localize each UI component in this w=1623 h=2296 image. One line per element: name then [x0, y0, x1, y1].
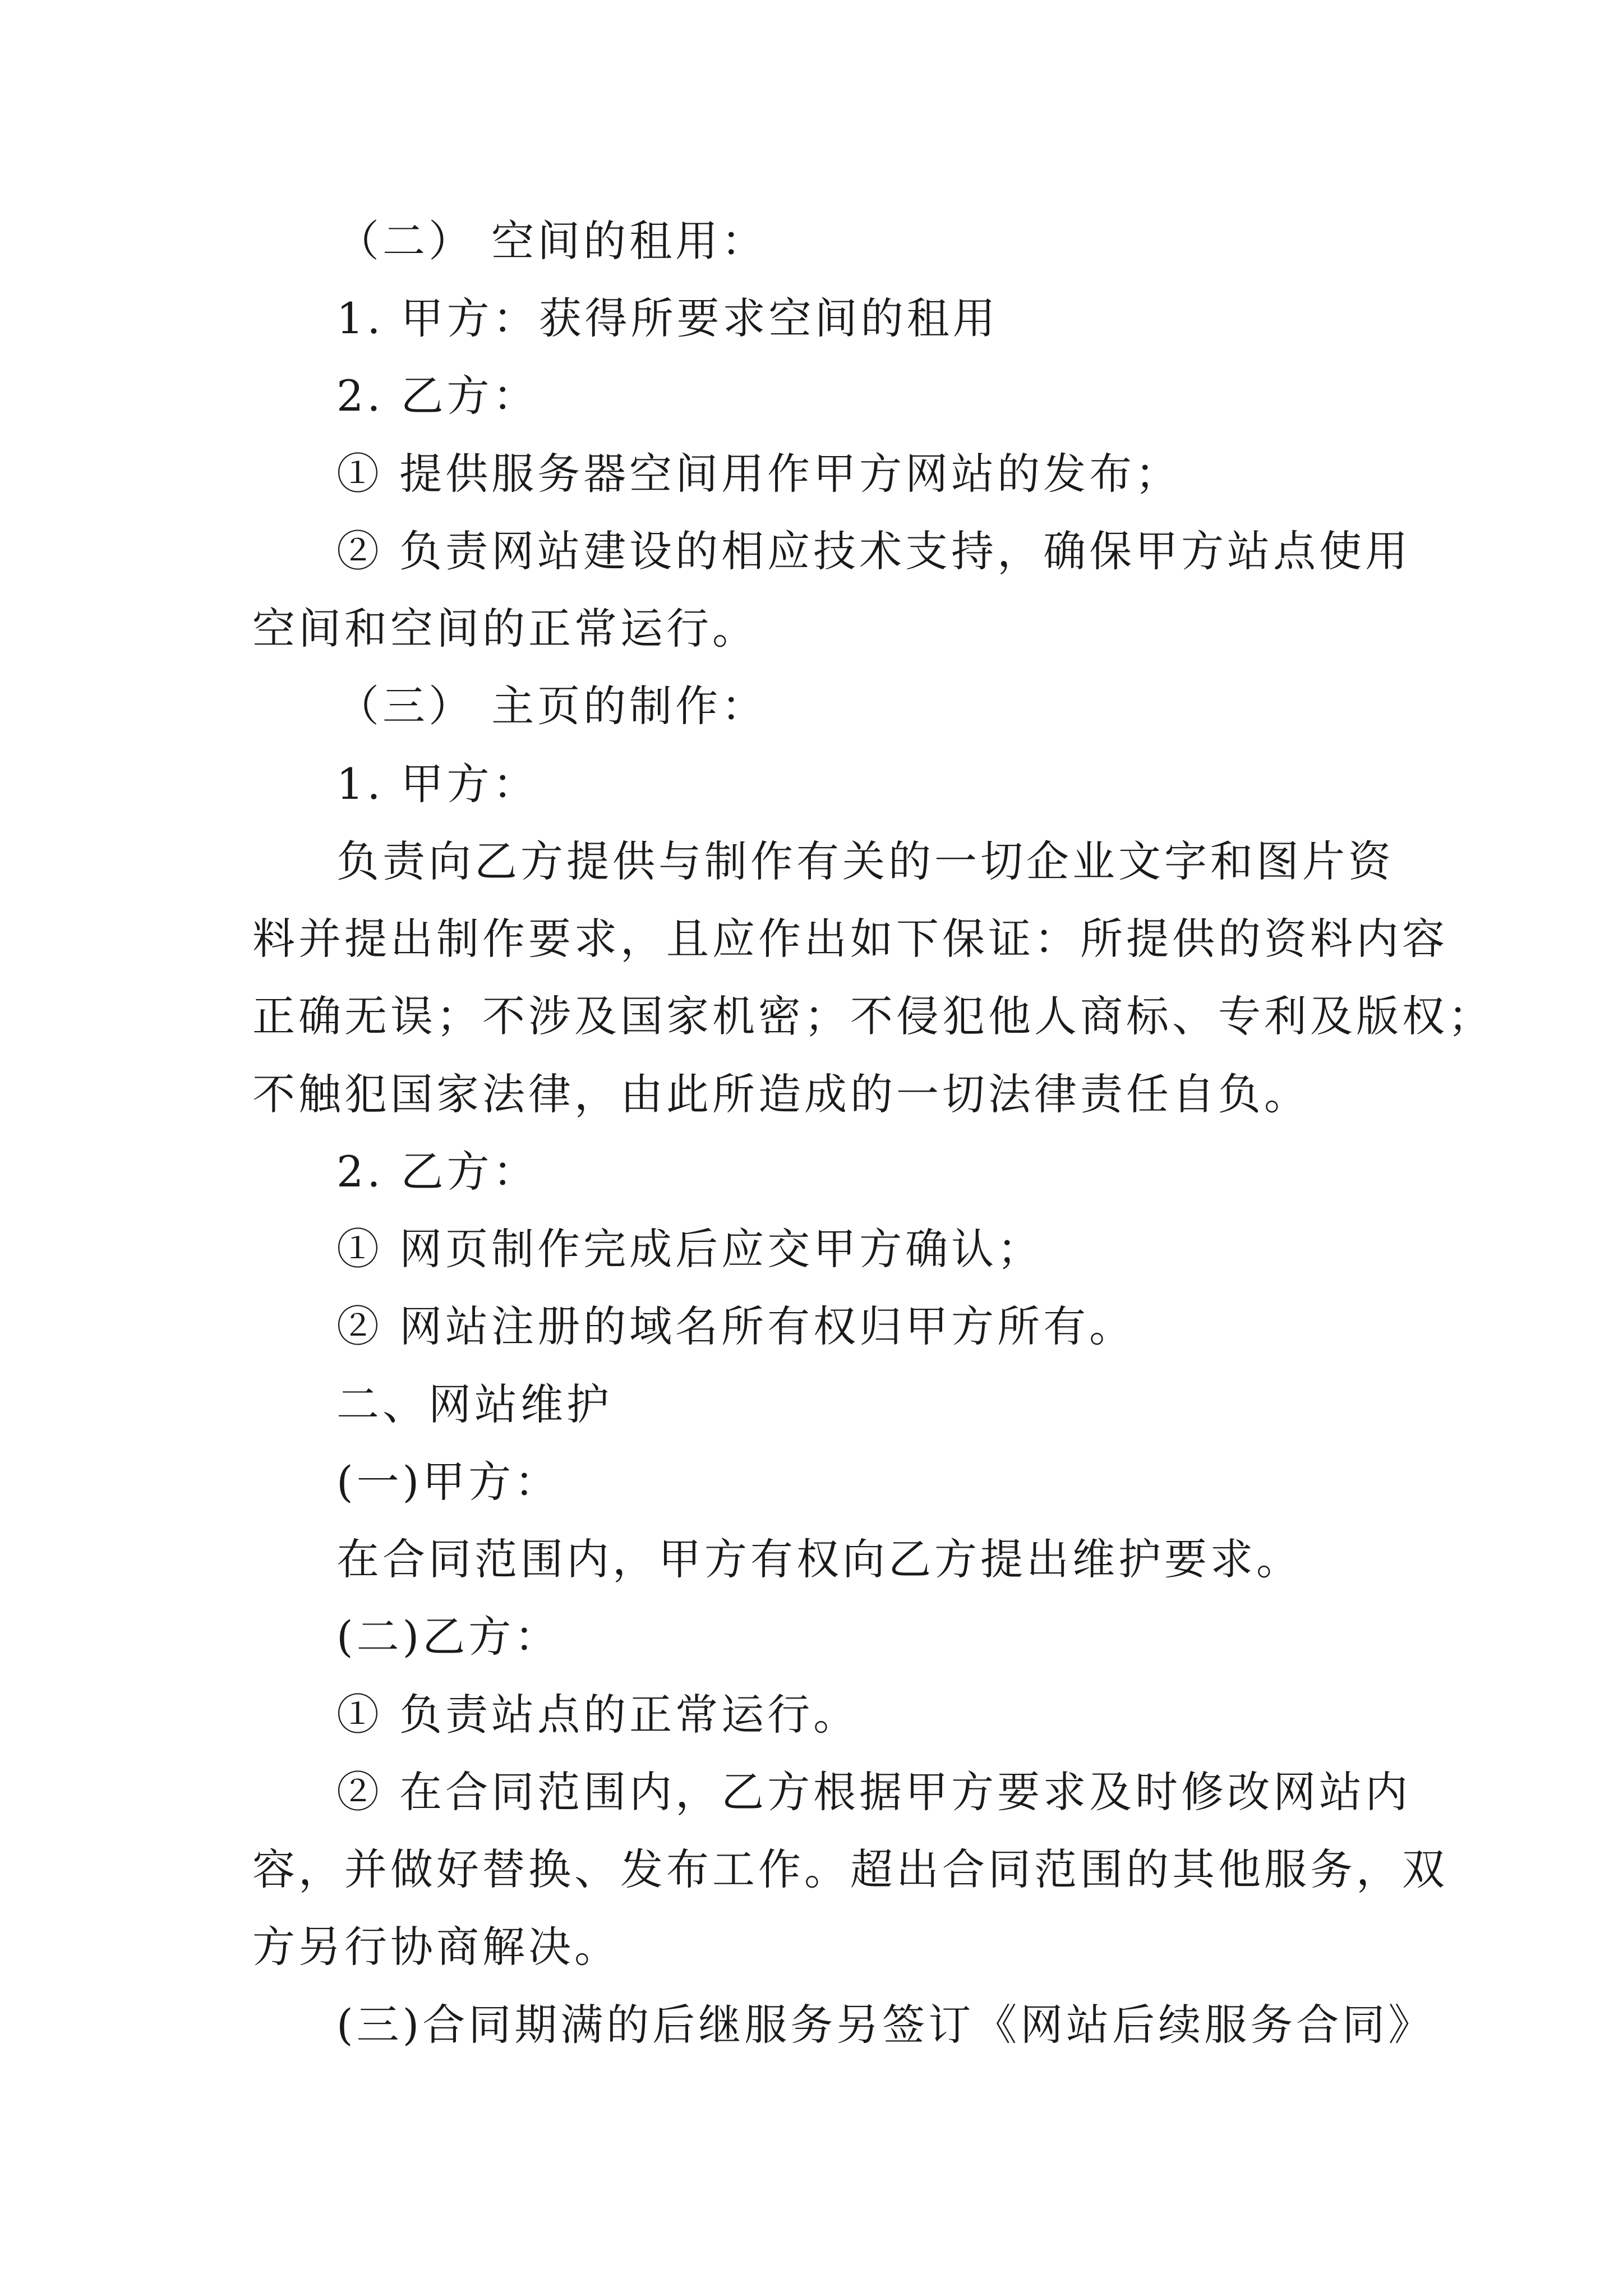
paragraph-line: ① 负责站点的正常运行。 — [336, 1690, 860, 1740]
paragraph-line: ② 在合同范围内，乙方根据甲方要求及时修改网站内 — [336, 1767, 1412, 1817]
heading-site-maintenance: 二、网站维护 — [336, 1379, 612, 1429]
paragraph-line: 料并提出制作要求，且应作出如下保证：所提供的资料内容 — [252, 914, 1448, 964]
paragraph-line: 空间和空间的正常运行。 — [252, 604, 758, 654]
paragraph-line: ② 负责网站建设的相应技术支持，确保甲方站点使用 — [336, 526, 1412, 576]
paragraph-line: 1. 甲方：获得所要求空间的租用 — [336, 293, 999, 343]
paragraph-line: (一)甲方： — [336, 1457, 561, 1507]
paragraph-line: 2. 乙方： — [336, 371, 539, 421]
paragraph-line: 在合同范围内，甲方有权向乙方提出维护要求。 — [336, 1534, 1302, 1584]
paragraph-line: 负责向乙方提供与制作有关的一切企业文字和图片资 — [336, 836, 1394, 886]
heading-homepage-production: （三） 主页的制作： — [336, 681, 768, 731]
paragraph-line: 不触犯国家法律，由此所造成的一切法律责任自负。 — [252, 1069, 1310, 1119]
paragraph-line: (三)合同期满的后继服务另签订《网站后续服务合同》 — [336, 2000, 1435, 2050]
paragraph-line: 2. 乙方： — [336, 1147, 539, 1197]
heading-space-rental: （二） 空间的租用： — [336, 216, 768, 266]
paragraph-line: ① 网页制作完成后应交甲方确认； — [336, 1224, 1044, 1274]
paragraph-line: 容，并做好替换、发布工作。超出合同范围的其他服务，双 — [252, 1844, 1448, 1894]
paragraph-line: ① 提供服务器空间用作甲方网站的发布； — [336, 449, 1182, 499]
paragraph-line: 方另行协商解决。 — [252, 1922, 620, 1972]
paragraph-line: 正确无误；不涉及国家机密；不侵犯他人商标、专利及版权； — [252, 991, 1494, 1041]
paragraph-line: ② 网站注册的域名所有权归甲方所有。 — [336, 1301, 1136, 1351]
paragraph-line: 1. 甲方： — [336, 759, 539, 809]
paragraph-line: (二)乙方： — [336, 1612, 561, 1662]
